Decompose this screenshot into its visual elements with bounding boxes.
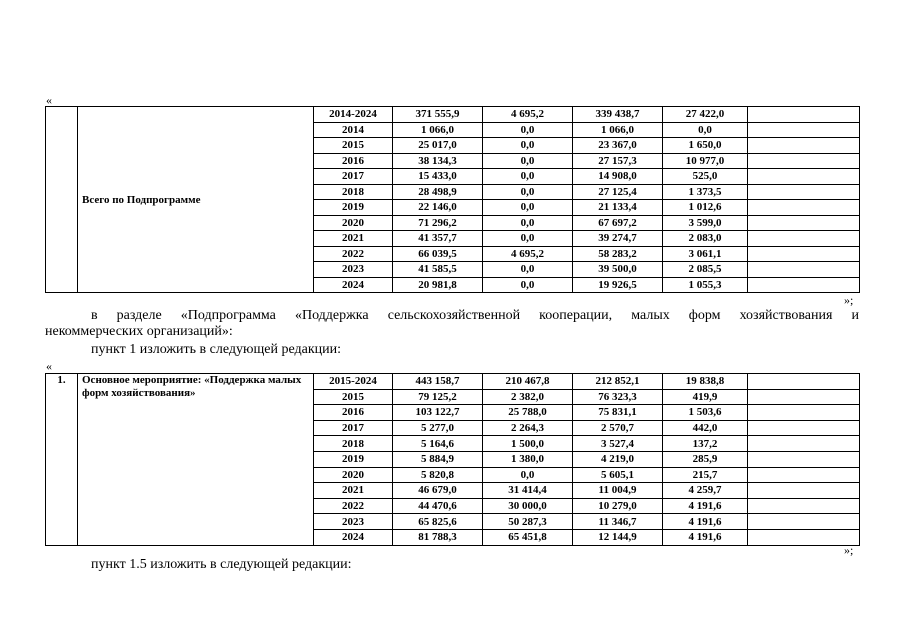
value-cell: 4 259,7 bbox=[663, 483, 748, 499]
empty-cell bbox=[748, 467, 860, 483]
value-cell: 10 977,0 bbox=[663, 153, 748, 169]
value-cell: 1 500,0 bbox=[483, 436, 573, 452]
value-cell: 39 500,0 bbox=[573, 262, 663, 278]
period-cell: 2016 bbox=[314, 405, 393, 421]
value-cell: 30 000,0 bbox=[483, 498, 573, 514]
value-cell: 339 438,7 bbox=[573, 107, 663, 123]
value-cell: 66 039,5 bbox=[393, 246, 483, 262]
value-cell: 4 695,2 bbox=[483, 246, 573, 262]
period-cell: 2019 bbox=[314, 200, 393, 216]
empty-cell bbox=[748, 529, 860, 545]
empty-cell bbox=[748, 389, 860, 405]
value-cell: 12 144,9 bbox=[573, 529, 663, 545]
opening-quote-2: « bbox=[46, 359, 52, 373]
value-cell: 4 191,6 bbox=[663, 514, 748, 530]
period-cell: 2015 bbox=[314, 138, 393, 154]
period-cell: 2023 bbox=[314, 514, 393, 530]
empty-cell bbox=[748, 215, 860, 231]
empty-cell bbox=[748, 122, 860, 138]
value-cell: 0,0 bbox=[483, 467, 573, 483]
empty-cell bbox=[748, 200, 860, 216]
paragraph-item1: пункт 1 изложить в следующей редакции: bbox=[91, 342, 341, 357]
period-cell: 2024 bbox=[314, 277, 393, 293]
value-cell: 28 498,9 bbox=[393, 184, 483, 200]
value-cell: 27 125,4 bbox=[573, 184, 663, 200]
value-cell: 79 125,2 bbox=[393, 389, 483, 405]
value-cell: 1 055,3 bbox=[663, 277, 748, 293]
value-cell: 1 380,0 bbox=[483, 451, 573, 467]
value-cell: 27 157,3 bbox=[573, 153, 663, 169]
period-cell: 2015 bbox=[314, 389, 393, 405]
period-cell: 2015-2024 bbox=[314, 374, 393, 390]
value-cell: 0,0 bbox=[483, 122, 573, 138]
value-cell: 19 926,5 bbox=[573, 277, 663, 293]
empty-cell bbox=[748, 153, 860, 169]
value-cell: 19 838,8 bbox=[663, 374, 748, 390]
empty-cell bbox=[748, 107, 860, 123]
value-cell: 212 852,1 bbox=[573, 374, 663, 390]
value-cell: 5 277,0 bbox=[393, 420, 483, 436]
value-cell: 419,9 bbox=[663, 389, 748, 405]
value-cell: 2 085,5 bbox=[663, 262, 748, 278]
empty-cell bbox=[748, 374, 860, 390]
empty-cell bbox=[748, 498, 860, 514]
value-cell: 2 570,7 bbox=[573, 420, 663, 436]
period-cell: 2018 bbox=[314, 436, 393, 452]
period-cell: 2017 bbox=[314, 420, 393, 436]
value-cell: 75 831,1 bbox=[573, 405, 663, 421]
value-cell: 5 164,6 bbox=[393, 436, 483, 452]
empty-cell bbox=[748, 420, 860, 436]
closing-quote-1: »; bbox=[844, 293, 854, 307]
value-cell: 0,0 bbox=[483, 231, 573, 247]
opening-quote-1: « bbox=[46, 93, 52, 107]
value-cell: 0,0 bbox=[483, 200, 573, 216]
value-cell: 20 981,8 bbox=[393, 277, 483, 293]
value-cell: 44 470,6 bbox=[393, 498, 483, 514]
value-cell: 525,0 bbox=[663, 169, 748, 185]
value-cell: 0,0 bbox=[483, 153, 573, 169]
value-cell: 41 585,5 bbox=[393, 262, 483, 278]
value-cell: 11 004,9 bbox=[573, 483, 663, 499]
period-cell: 2019 bbox=[314, 451, 393, 467]
main-activity-table bbox=[45, 373, 860, 546]
paragraph-section: в разделе «Подпрограмма «Поддержка сельскохозяйственной кооперации, малых форм хозяйствования и bbox=[91, 308, 859, 323]
value-cell: 0,0 bbox=[483, 277, 573, 293]
value-cell: 25 788,0 bbox=[483, 405, 573, 421]
value-cell: 371 555,9 bbox=[393, 107, 483, 123]
period-cell: 2022 bbox=[314, 246, 393, 262]
table-row bbox=[46, 107, 860, 123]
value-cell: 50 287,3 bbox=[483, 514, 573, 530]
value-cell: 5 884,9 bbox=[393, 451, 483, 467]
empty-cell bbox=[748, 483, 860, 499]
value-cell: 76 323,3 bbox=[573, 389, 663, 405]
value-cell: 25 017,0 bbox=[393, 138, 483, 154]
period-cell: 2017 bbox=[314, 169, 393, 185]
value-cell: 39 274,7 bbox=[573, 231, 663, 247]
value-cell: 4 191,6 bbox=[663, 498, 748, 514]
value-cell: 58 283,2 bbox=[573, 246, 663, 262]
period-cell: 2024 bbox=[314, 529, 393, 545]
value-cell: 3 599,0 bbox=[663, 215, 748, 231]
value-cell: 31 414,4 bbox=[483, 483, 573, 499]
value-cell: 1 503,6 bbox=[663, 405, 748, 421]
closing-quote-2: »; bbox=[844, 543, 854, 557]
table-row bbox=[46, 374, 860, 390]
period-cell: 2021 bbox=[314, 483, 393, 499]
empty-cell bbox=[748, 277, 860, 293]
empty-cell bbox=[748, 514, 860, 530]
value-cell: 14 908,0 bbox=[573, 169, 663, 185]
value-cell: 0,0 bbox=[483, 184, 573, 200]
empty-cell bbox=[748, 262, 860, 278]
row-number-cell: 1. bbox=[46, 374, 78, 546]
empty-cell bbox=[748, 246, 860, 262]
value-cell: 1 066,0 bbox=[393, 122, 483, 138]
value-cell: 1 066,0 bbox=[573, 122, 663, 138]
period-cell: 2014-2024 bbox=[314, 107, 393, 123]
value-cell: 0,0 bbox=[483, 262, 573, 278]
value-cell: 5 820,8 bbox=[393, 467, 483, 483]
value-cell: 0,0 bbox=[663, 122, 748, 138]
empty-cell bbox=[748, 405, 860, 421]
value-cell: 0,0 bbox=[483, 138, 573, 154]
value-cell: 23 367,0 bbox=[573, 138, 663, 154]
row-label-cell: Основное мероприятие: «Поддержка малых форм хозяйствования» bbox=[78, 374, 314, 546]
value-cell: 3 527,4 bbox=[573, 436, 663, 452]
value-cell: 81 788,3 bbox=[393, 529, 483, 545]
value-cell: 137,2 bbox=[663, 436, 748, 452]
value-cell: 1 012,6 bbox=[663, 200, 748, 216]
value-cell: 38 134,3 bbox=[393, 153, 483, 169]
subprogram-total-table bbox=[45, 106, 860, 293]
period-cell: 2018 bbox=[314, 184, 393, 200]
value-cell: 285,9 bbox=[663, 451, 748, 467]
value-cell: 46 679,0 bbox=[393, 483, 483, 499]
empty-cell bbox=[748, 231, 860, 247]
value-cell: 71 296,2 bbox=[393, 215, 483, 231]
value-cell: 2 264,3 bbox=[483, 420, 573, 436]
value-cell: 442,0 bbox=[663, 420, 748, 436]
value-cell: 15 433,0 bbox=[393, 169, 483, 185]
value-cell: 41 357,7 bbox=[393, 231, 483, 247]
value-cell: 215,7 bbox=[663, 467, 748, 483]
empty-cell bbox=[748, 451, 860, 467]
value-cell: 2 382,0 bbox=[483, 389, 573, 405]
value-cell: 10 279,0 bbox=[573, 498, 663, 514]
row-label-cell: Всего по Подпрограмме bbox=[78, 107, 314, 293]
empty-cell bbox=[748, 138, 860, 154]
period-cell: 2020 bbox=[314, 215, 393, 231]
value-cell: 3 061,1 bbox=[663, 246, 748, 262]
value-cell: 4 219,0 bbox=[573, 451, 663, 467]
value-cell: 443 158,7 bbox=[393, 374, 483, 390]
value-cell: 65 451,8 bbox=[483, 529, 573, 545]
value-cell: 22 146,0 bbox=[393, 200, 483, 216]
value-cell: 0,0 bbox=[483, 169, 573, 185]
value-cell: 27 422,0 bbox=[663, 107, 748, 123]
empty-cell bbox=[748, 184, 860, 200]
value-cell: 65 825,6 bbox=[393, 514, 483, 530]
value-cell: 11 346,7 bbox=[573, 514, 663, 530]
empty-cell bbox=[748, 436, 860, 452]
period-cell: 2022 bbox=[314, 498, 393, 514]
paragraph-item15: пункт 1.5 изложить в следующей редакции: bbox=[91, 557, 352, 572]
empty-cell bbox=[748, 169, 860, 185]
paragraph-section-cont: некоммерческих организаций»: bbox=[45, 324, 233, 339]
period-cell: 2014 bbox=[314, 122, 393, 138]
period-cell: 2021 bbox=[314, 231, 393, 247]
value-cell: 103 122,7 bbox=[393, 405, 483, 421]
period-cell: 2020 bbox=[314, 467, 393, 483]
period-cell: 2016 bbox=[314, 153, 393, 169]
period-cell: 2023 bbox=[314, 262, 393, 278]
value-cell: 4 695,2 bbox=[483, 107, 573, 123]
value-cell: 67 697,2 bbox=[573, 215, 663, 231]
value-cell: 1 650,0 bbox=[663, 138, 748, 154]
value-cell: 0,0 bbox=[483, 215, 573, 231]
value-cell: 21 133,4 bbox=[573, 200, 663, 216]
value-cell: 210 467,8 bbox=[483, 374, 573, 390]
value-cell: 4 191,6 bbox=[663, 529, 748, 545]
value-cell: 1 373,5 bbox=[663, 184, 748, 200]
value-cell: 2 083,0 bbox=[663, 231, 748, 247]
row-number-cell bbox=[46, 107, 78, 293]
value-cell: 5 605,1 bbox=[573, 467, 663, 483]
